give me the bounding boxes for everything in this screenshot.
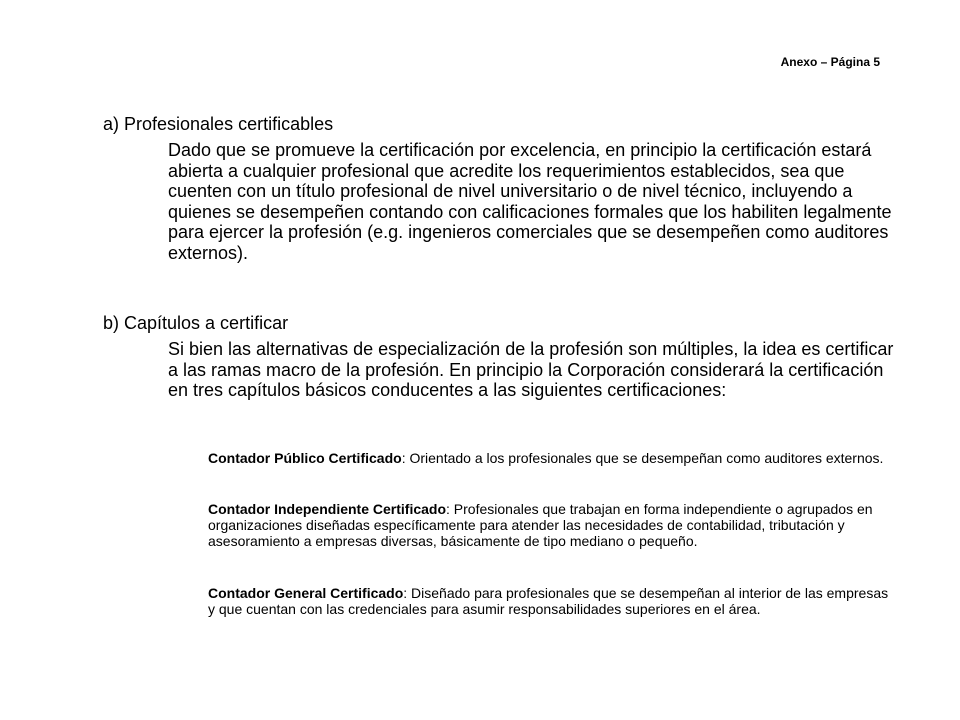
section-body-profesionales: Dado que se promueve la certificación por excelencia, en principio la certificación estará abierta a cualquier profesional que acredite los requerimientos establecidos, sea que cuenten con un título profesional de nivel universitario o de nivel técnico, incluyendo a quienes se desempeñen contando con calificaciones formales que los habiliten legalmente para ejercer la profesión (e.g. ingenieros comerciales que se desempeñen como auditores externos). — [168, 140, 892, 263]
cert-name: Contador General Certificado — [208, 585, 404, 601]
section-heading-profesionales: a) Profesionales certificables — [103, 114, 334, 134]
page-number-label: Anexo – Página 5 — [780, 55, 880, 69]
cert-description: : Diseñado para profesionales que se desempeñan al interior de las empresas y que cuentan con las credenciales para asumir responsabilidades superiores en el área. — [208, 585, 889, 617]
cert-name: Contador Público Certificado — [208, 450, 402, 466]
section-body-capitulos: Si bien las alternativas de especialización de la profesión son múltiples, la idea es certificar a las ramas macro de la profesión. En principio la Corporación considerará la certificación en tres capítulos básicos conducentes a las siguientes certificaciones: — [168, 339, 894, 400]
cert-item-contador-publico — [208, 450, 898, 466]
section-heading-capitulos: b) Capítulos a certificar — [103, 313, 289, 333]
cert-item-contador-independiente — [208, 501, 898, 549]
cert-name: Contador Independiente Certificado — [208, 501, 447, 517]
cert-description: : Profesionales que trabajan en forma independiente o agrupados en organizaciones diseñadas específicamente para atender las necesidades de contabilidad, tributación y asesoramiento a empresas diversas, básicamente de tipo mediano o pequeño. — [208, 501, 873, 549]
cert-item-contador-general — [208, 585, 898, 617]
cert-description: : Orientado a los profesionales que se desempeñan como auditores externos. — [401, 450, 884, 466]
